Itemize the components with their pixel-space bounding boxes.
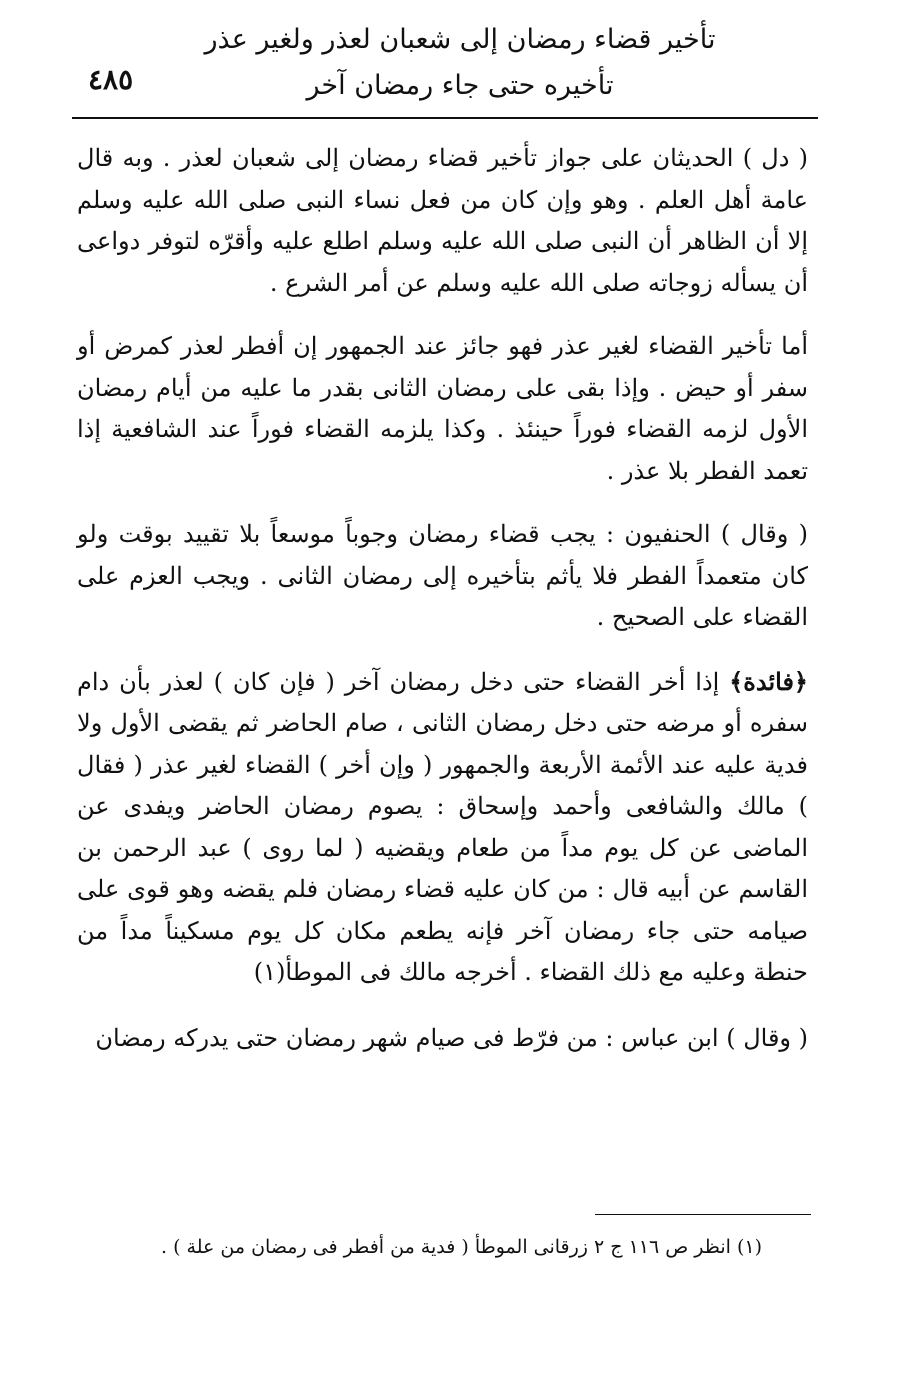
running-header-title-line1: تأخير قضاء رمضان إلى شعبان لعذر ولغير عذر xyxy=(204,24,716,55)
running-header-title-line2: تأخيره حتى جاء رمضان آخر xyxy=(306,70,614,101)
faida-label: ﴿فائدة﴾ xyxy=(729,666,808,696)
main-text xyxy=(77,138,808,1081)
paragraph-1: ( دل ) الحديثان على جواز تأخير قضاء رمضان إلى شعبان لعذر . وبه قال عامة أهل العلم . وهو وإن كان من فعل نساء النبى صلى الله عليه وسلم إلا أن الظاهر أن النبى صلى الله عليه وسلم اطلع عليه وأقرّه لتوفر دواعى أن يسأله زوجاته صلى الله عليه وسلم عن أمر الشرع . xyxy=(77,144,808,297)
footnote: (١) انظر ص ١١٦ ج ٢ زرقانى الموطأ ( فدية من أفطر فى رمضان من علة ) . xyxy=(161,1236,762,1258)
paragraph-4 xyxy=(77,661,808,994)
header-divider xyxy=(72,117,818,119)
footnote-divider xyxy=(595,1214,811,1215)
paragraph-5: ( وقال ) ابن عباس : من فرّط فى صيام شهر رمضان حتى يدركه رمضان xyxy=(95,1023,808,1052)
paragraph-3: ( وقال ) الحنفيون : يجب قضاء رمضان وجوباً موسعاً بلا تقييد بوقت ولو كان متعمداً الفطر فلا يأثم بتأخيره إلى رمضان الثانى . ويجب العزم على القضاء على الصحيح . xyxy=(77,520,808,631)
paragraph-4-text: إذا أخر القضاء حتى دخل رمضان آخر ( فإن كان ) لعذر بأن دام سفره أو مرضه حتى دخل رمضان الثانى ، صام الحاضر ثم يقضى الأول ولا فدية عليه عند الأئمة الأربعة والجمهور ( وإن أخر ) القضاء لغير عذر ( فقال ) مالك والشافعى وأحمد وإسحاق : يصوم رمضان الحاضر ويفدى عن الماضى عن كل يوم مداً من طعام ويقضيه ( لما روى ) عبد الرحمن بن القاسم عن أبيه قال : من كان عليه قضاء رمضان فلم يقضه وهو قوى على صيامه حتى جاء رمضان آخر فإنه يطعم مكان كل يوم مسكيناً مداً من حنطة وعليه مع ذلك القضاء . أخرجه مالك فى الموطأ(١) xyxy=(77,667,808,986)
paragraph-2: أما تأخير القضاء لغير عذر فهو جائز عند الجمهور إن أفطر لعذر كمرض أو سفر أو حيض . وإذا بقى على رمضان الثانى بقدر ما عليه من أيام رمضان الأول لزمه القضاء فوراً حينئذ . وكذا يلزمه القضاء فوراً عند الشافعية إذا تعمد الفطر بلا عذر . xyxy=(77,332,808,485)
page-number: ٤٨٥ xyxy=(88,63,134,96)
